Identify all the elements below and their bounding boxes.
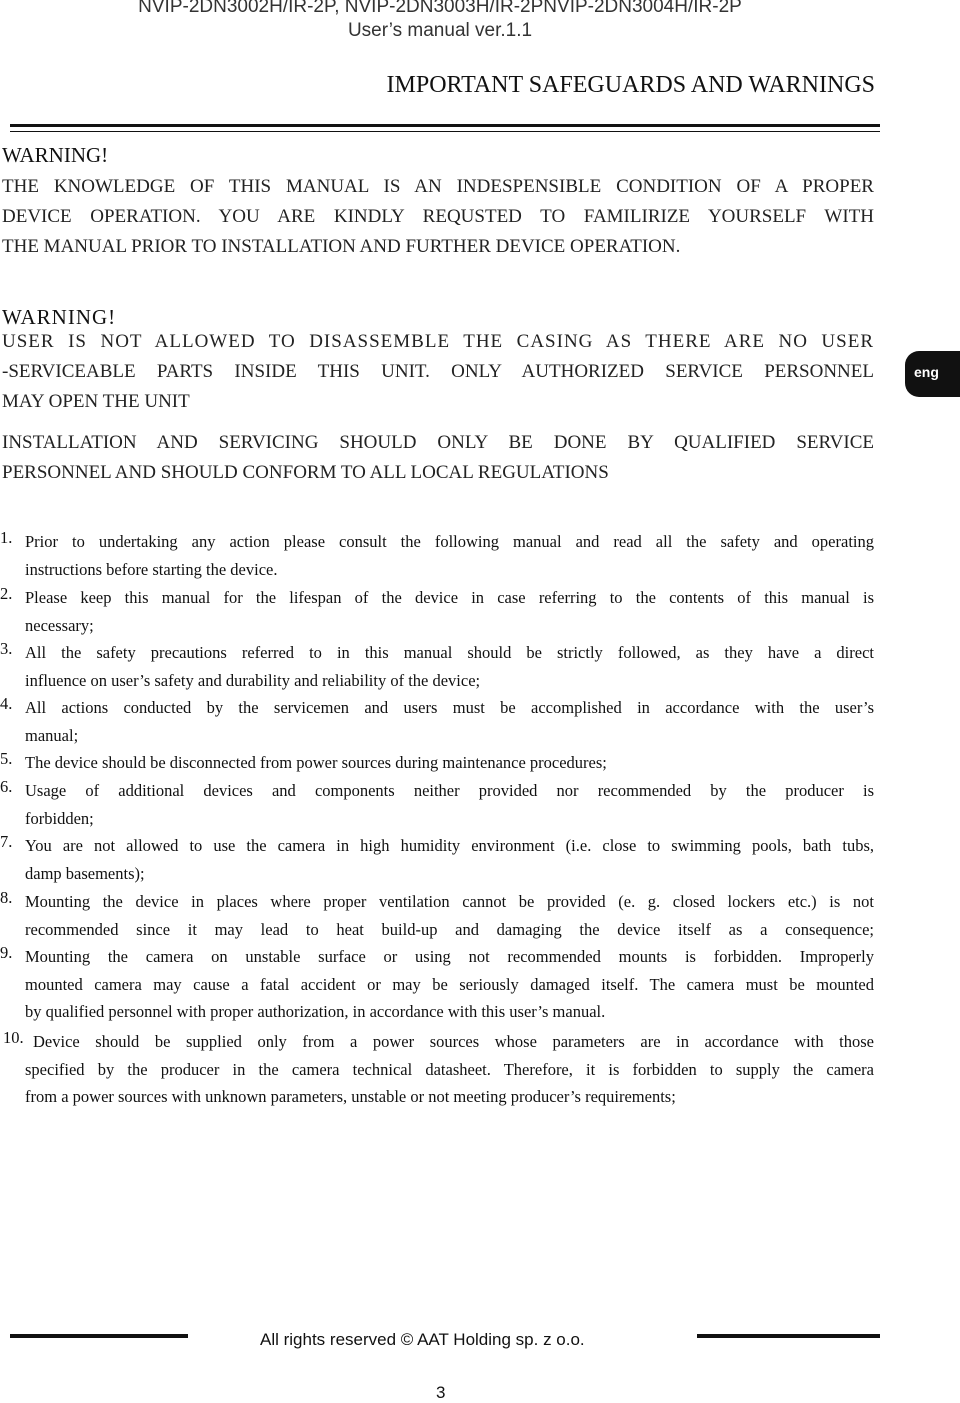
list-line: Prior to undertaking any action please consult the following manual and read all the safety and operating: [25, 532, 874, 551]
list-line: All the safety precautions referred to in this manual should be strictly followed, as they have a direct: [25, 643, 874, 662]
list-line: by qualified personnel with proper authorization, in accordance with this user’s manual.: [25, 1002, 606, 1022]
list-line: Please keep this manual for the lifespan of the device in case referring to the contents of this manual is: [25, 588, 874, 607]
warning-line: DEVICE OPERATION. YOU ARE KINDLY REQUSTED TO FAMILIRIZE YOURSELF WITH: [2, 206, 874, 227]
list-line: specified by the producer in the camera technical datasheet. Therefore, it is forbidden to supply the camera: [25, 1059, 874, 1079]
footer-rule-left: [10, 1334, 188, 1338]
installation-line: INSTALLATION AND SERVICING SHOULD ONLY BE DONE BY QUALIFIED SERVICE: [2, 432, 874, 453]
list-number: 8.: [0, 888, 13, 907]
header-models: NVIP-2DN3002H/IR-2P, NVIP-2DN3003H/IR-2PNVIP-2DN3004H/IR-2P: [138, 0, 742, 17]
warning-label: WARNING!: [2, 305, 117, 329]
page-number: 3: [436, 1383, 446, 1402]
list-line: You are not allowed to use the camera in high humidity environment (i.e. close to swimming pools, bath tubs,: [25, 836, 874, 855]
warning-label: WARNING!: [2, 143, 109, 167]
header-manual-version: User’s manual ver.1.1: [347, 20, 533, 41]
list-line: All actions conducted by the servicemen and users must be accomplished in accordance with the user’s: [25, 698, 874, 717]
footer-copyright: All rights reserved © AAT Holding sp. z o.o.: [260, 1330, 585, 1349]
list-number: 1.: [0, 528, 13, 547]
footer-rule-right: [697, 1334, 880, 1338]
list-line: damp basements);: [25, 863, 145, 883]
list-line: The device should be disconnected from power sources during maintenance procedures;: [25, 753, 607, 772]
warning-line: USER IS NOT ALLOWED TO DISASSEMBLE THE CASING AS THERE ARE NO USER: [2, 331, 874, 352]
list-number: 2.: [0, 584, 13, 603]
list-number: 7.: [0, 832, 13, 851]
list-line: instructions before starting the device.: [25, 559, 278, 579]
warning-line: THE MANUAL PRIOR TO INSTALLATION AND FURTHER DEVICE OPERATION.: [2, 236, 681, 257]
list-number: 3.: [0, 639, 13, 658]
language-tab: [905, 351, 960, 397]
list-number: 5.: [0, 749, 13, 768]
list-line: forbidden;: [25, 808, 94, 828]
list-number: 4.: [0, 694, 13, 713]
warning-text: [2, 327, 874, 417]
installation-line: PERSONNEL AND SHOULD CONFORM TO ALL LOCAL REGULATIONS: [2, 462, 609, 483]
list-line: mounted camera may cause a fatal accident or may be seriously damaged itself. The camera must be mounted: [25, 974, 874, 994]
warning-text: [2, 172, 874, 262]
list-line: influence on user’s safety and durability and reliability of the device;: [25, 670, 481, 690]
language-tab-label: eng: [914, 364, 939, 380]
list-line: Device should be supplied only from a power sources whose parameters are in accordance with those: [33, 1032, 874, 1051]
list-line: necessary;: [25, 615, 94, 635]
title-rule-thin: [10, 131, 880, 132]
list-line: Mounting the camera on unstable surface or using not recommended mounts is forbidden. Improperly: [25, 947, 874, 966]
section-title: IMPORTANT SAFEGUARDS AND WARNINGS: [386, 72, 875, 98]
title-rule-thick: [10, 124, 880, 127]
warning-line: -SERVICEABLE PARTS INSIDE THIS UNIT. ONLY AUTHORIZED SERVICE PERSONNEL: [2, 361, 874, 382]
list-number: 10.: [3, 1028, 24, 1047]
list-number: 6.: [0, 777, 13, 796]
list-number: 9.: [0, 943, 13, 962]
list-line: Mounting the device in places where proper ventilation cannot be provided (e. g. closed lockers etc.) is not: [25, 892, 874, 911]
list-line: manual;: [25, 725, 79, 745]
warning-line: THE KNOWLEDGE OF THIS MANUAL IS AN INDESPENSIBLE CONDITION OF A PROPER: [2, 176, 874, 197]
warning-line: MAY OPEN THE UNIT: [2, 391, 190, 412]
list-line: Usage of additional devices and components neither provided nor recommended by the producer is: [25, 781, 874, 800]
installation-text: [2, 428, 874, 488]
list-line: recommended since it may lead to heat build-up and damaging the device itself as a consequence;: [25, 919, 874, 939]
list-line: from a power sources with unknown parameters, unstable or not meeting producer’s requirements;: [25, 1087, 676, 1107]
